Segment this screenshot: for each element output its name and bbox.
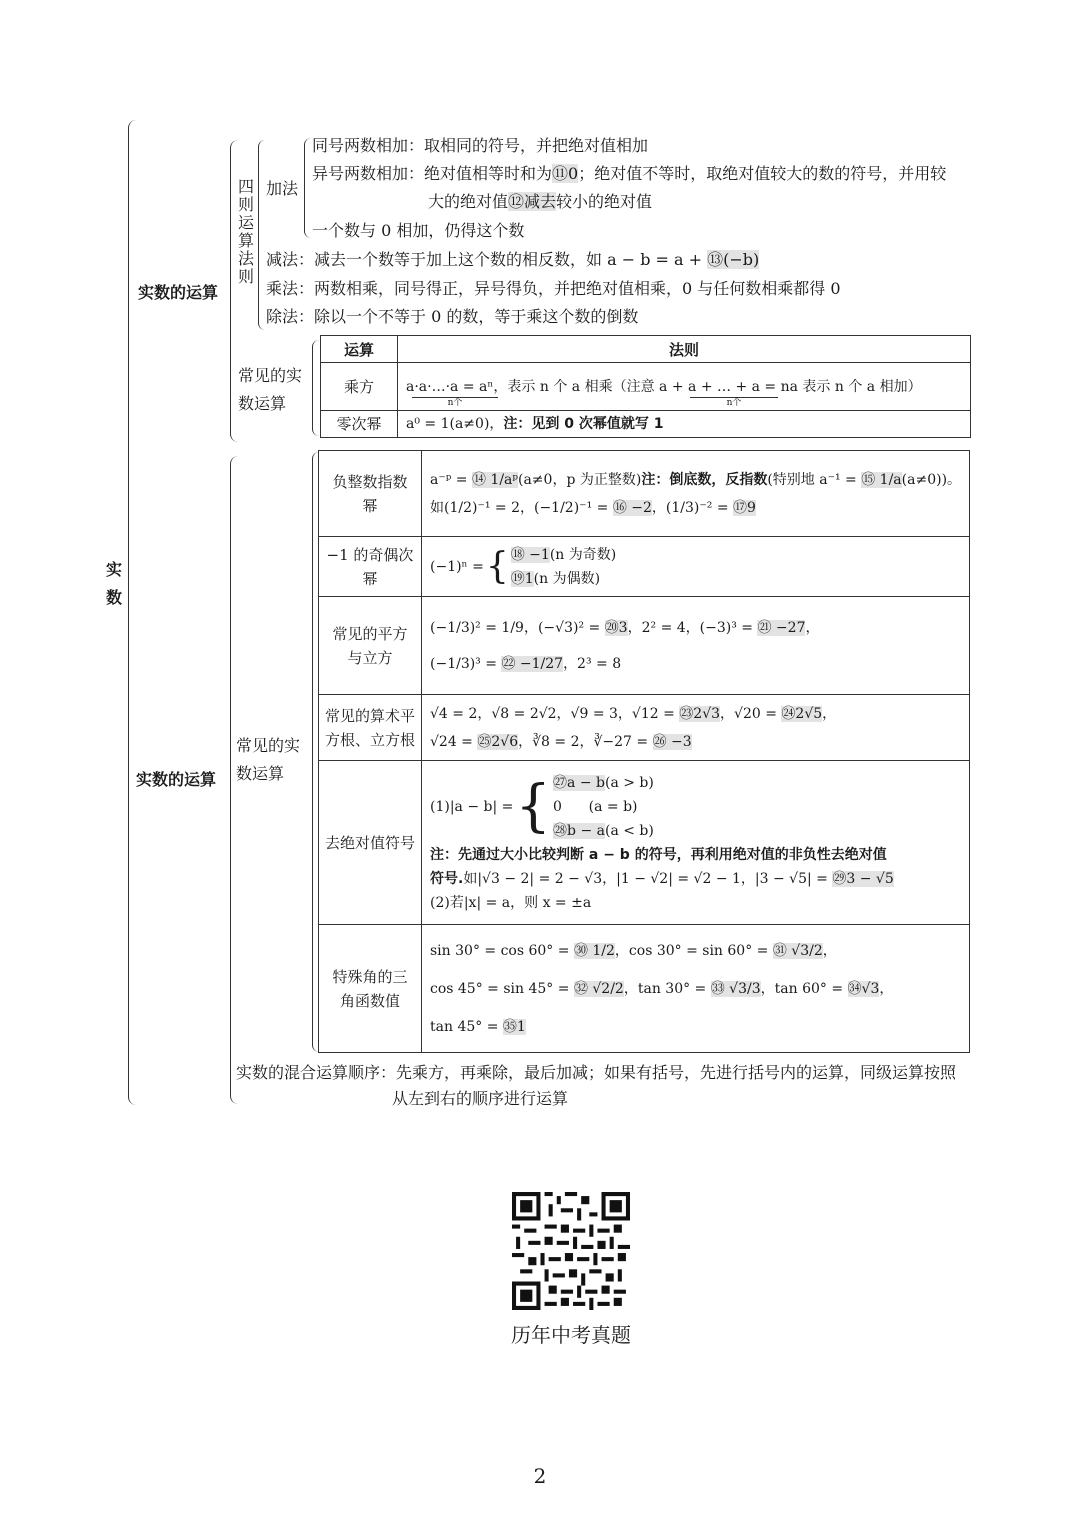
row-negative-exponent-label: 负整数指数幂 xyxy=(319,451,422,537)
mixed-order-line1: 实数的混合运算顺序：先乘方，再乘除，最后加减；如果有括号，先进行括号内的运算，同级运算按照 xyxy=(236,1063,957,1082)
answer-17: ⑰9 xyxy=(733,499,756,516)
answer-19: ⑲1 xyxy=(510,570,534,587)
answer-16: ⑯ −2 xyxy=(612,499,652,516)
answer-20: ⑳3 xyxy=(604,619,628,636)
answer-22: ㉒ −1/27 xyxy=(501,655,564,672)
addition-label: 加法 xyxy=(266,179,299,198)
answer-34: ㉞√3 xyxy=(847,980,880,997)
answer-26: ㉖ −3 xyxy=(652,733,692,750)
answer-29: ㉙3 − √5 xyxy=(832,870,894,887)
table-row-power-rule: a·a·…·a = aⁿ，表示 n 个 a 相乘（注意 a + a + … + a = na 表示 n 个 a 相加） n个 n个 xyxy=(398,363,971,411)
row-negative-exponent-body: a⁻ᵖ = ⑭ 1/aᵖ(a≠0，p 为正整数)注：倒底数，反指数(特别地 a⁻¹ = ⑮ 1/a(a≠0))。 如(1/2)⁻¹ = 2，(−1/2)⁻¹ = ⑯ −2，(1/3)⁻² = ⑰9 xyxy=(422,451,970,537)
addition-rule2: 异号两数相加：绝对值相等时和为⑪0；绝对值不等时，取绝对值较大的数的符号，并用较 xyxy=(312,164,947,183)
qr-caption: 历年中考真题 xyxy=(511,1323,631,1347)
qr-code[interactable] xyxy=(512,1192,630,1310)
row-absolute-value-label: 去绝对值符号 xyxy=(319,761,422,925)
under-brace-2: n个 xyxy=(690,397,778,408)
page-number: 2 xyxy=(533,1464,547,1488)
common-ops-brace-1 xyxy=(312,340,319,436)
answer-25: ㉕2√6 xyxy=(477,733,519,750)
ops-table xyxy=(320,335,971,438)
answer-13: ⑬(−b) xyxy=(707,250,760,269)
subtraction-rule: 减法：减去一个数等于加上这个数的相反数，如 a − b = a + ⑬(−b) xyxy=(266,250,760,269)
row-trig-body: sin 30° = cos 60° = ㉚ 1/2，cos 30° = sin 60° = ㉛ √3/2， cos 45° = sin 45° = ㉜ √2/2，tan 30° = ㉝ √3/3，tan 60° = ㉞√3， tan 45° = ㉟1 xyxy=(422,925,970,1053)
answer-28: ㉘b − a xyxy=(553,822,605,839)
answer-32: ㉜ √2/2 xyxy=(573,980,624,997)
row-trig-label: 特殊角的三角函数值 xyxy=(319,925,422,1053)
common-ops-label-1: 常见的实数运算 xyxy=(238,366,303,413)
root-label: 实数 xyxy=(106,560,123,607)
common-ops-label-2: 常见的实数运算 xyxy=(236,736,301,783)
four-ops-label: 四则运算法则 xyxy=(238,177,255,286)
division-rule: 除法：除以一个不等于 0 的数，等于乘这个数的倒数 xyxy=(266,307,639,326)
case-brace: { xyxy=(485,545,509,587)
table-header-op: 运算 xyxy=(321,336,398,363)
answer-33: ㉝ √3/3 xyxy=(710,980,761,997)
row-roots-label: 常见的算术平方根、立方根 xyxy=(319,695,422,761)
root-brace xyxy=(128,120,137,1105)
row-neg-one-power-body: (−1)ⁿ = { ⑱ −1(n 为奇数) ⑲1(n 为偶数) xyxy=(422,537,970,597)
row-roots-body: √4 = 2，√8 = 2√2，√9 = 3，√12 = ㉓2√3，√20 = ㉔2√5， √24 = ㉕2√6，∛8 = 2，∛−27 = ㉖ −3 xyxy=(422,695,970,761)
answer-14: ⑭ 1/aᵖ xyxy=(471,471,518,488)
answer-18: ⑱ −1 xyxy=(510,546,550,563)
common-ops-table xyxy=(318,450,970,1053)
answer-30: ㉚ 1/2 xyxy=(573,942,615,959)
addition-rule3: 一个数与 0 相加，仍得这个数 xyxy=(312,221,525,240)
four-ops-brace xyxy=(258,140,265,330)
answer-35: ㉟1 xyxy=(502,1018,526,1035)
answer-24: ㉔2√5 xyxy=(781,705,823,722)
table-header-rule: 法则 xyxy=(398,336,971,363)
addition-rule1: 同号两数相加：取相同的符号，并把绝对值相加 xyxy=(312,136,649,155)
answer-21: ㉑ −27 xyxy=(757,619,806,636)
table-row-power-op: 乘方 xyxy=(321,363,398,411)
section1-title: 实数的运算 xyxy=(138,283,219,302)
table-row-zero-op: 零次幂 xyxy=(321,411,398,438)
mixed-order-line2: 从左到右的顺序进行运算 xyxy=(392,1089,569,1108)
answer-15: ⑮ 1/a xyxy=(861,471,902,488)
answer-23: ㉓2√3 xyxy=(679,705,721,722)
under-brace-1: n个 xyxy=(412,397,498,408)
addition-brace xyxy=(304,138,311,238)
row-squares-cubes-label: 常见的平方与立方 xyxy=(319,597,422,695)
addition-rule2-cont: 大的绝对值⑫减去较小的绝对值 xyxy=(428,192,653,211)
row-squares-cubes-body: (−1/3)² = 1/9，(−√3)² = ⑳3，2² = 4，(−3)³ = ㉑ −27， (−1/3)³ = ㉒ −1/27，2³ = 8 xyxy=(422,597,970,695)
row-absolute-value-body: (1)|a − b| = { ㉗a − b(a > b) 0 (a = b) ㉘b − a(a < b) 注：先通过大小比较判断 a − b 的符号，再利用绝对值的非负性去绝对值 符号.如|√3 − 2| = 2 − √3，|1 − √2| = √2 − 1，|3 − √5| = ㉙3 − √5 (2)若|x| = a，则 x = ±a xyxy=(422,761,970,925)
answer-11: ⑪0 xyxy=(552,164,579,183)
answer-27: ㉗a − b xyxy=(553,774,605,791)
row-neg-one-power-label: −1 的奇偶次幂 xyxy=(319,537,422,597)
case-brace-abs: { xyxy=(515,773,552,839)
multiplication-rule: 乘法：两数相乘，同号得正，异号得负，并把绝对值相乘，0 与任何数相乘都得 0 xyxy=(266,279,841,298)
section2-title: 实数的运算 xyxy=(136,770,217,789)
answer-31: ㉛ √3/2 xyxy=(772,942,823,959)
answer-12: ⑫减去 xyxy=(508,192,557,211)
table-row-zero-rule: a⁰ = 1(a≠0)，注：见到 0 次幂值就写 1 xyxy=(398,411,971,438)
